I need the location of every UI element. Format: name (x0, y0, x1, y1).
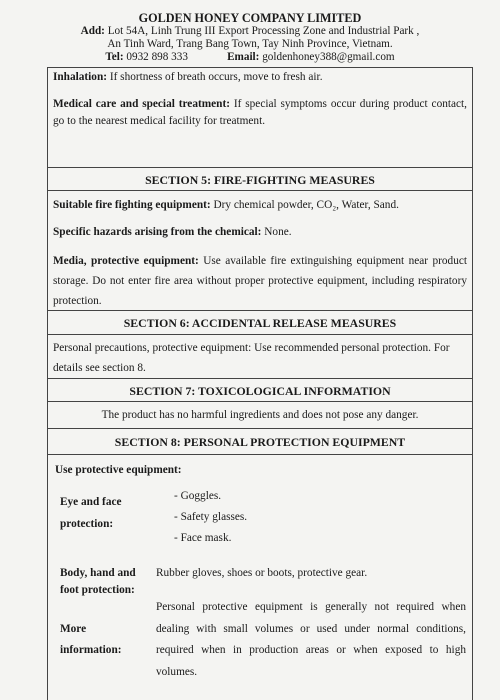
more-label-line1: More (60, 623, 87, 635)
inhalation-label: Inhalation: (53, 71, 107, 83)
inhalation-text: If shortness of breath occurs, move to fresh air. (109, 71, 323, 83)
section6-body (48, 334, 472, 378)
address-line-2: An Tinh Ward, Trang Bang Town, Tay Ninh Province, Vietnam. (107, 38, 393, 50)
section7-text: The product has no harmful ingredients and does not pose any danger. (101, 409, 419, 421)
section6-title: SECTION 6: ACCIDENTAL RELEASE MEASURES (48, 310, 472, 334)
eye-label-line1: Eye and face (60, 496, 122, 508)
tel-value: 0932 898 333 (126, 51, 188, 63)
section8-title: SECTION 8: PERSONAL PROTECTION EQUIPMENT (48, 428, 472, 455)
email-label: Email: (227, 51, 260, 63)
list-item: - Face mask. (174, 528, 247, 549)
company-name: GOLDEN HONEY COMPANY LIMITED (138, 11, 362, 25)
contact-line (0, 51, 500, 64)
media-para (53, 251, 467, 311)
tel-label: Tel: (105, 51, 124, 63)
email-value: goldenhoney388@gmail.com (262, 51, 395, 63)
section6-text: Personal precautions, protective equipment: Use recommended personal protection. For details see section 8. (53, 342, 450, 374)
medical-text: If special symptoms occur during product contact, go to the nearest medical facility for treatment. (53, 98, 467, 127)
list-item: - Safety glasses. (174, 507, 247, 528)
media-label: Media, protective equipment: (53, 255, 199, 267)
body-label-line2: foot protection: (60, 584, 135, 596)
sds-table (47, 67, 473, 700)
address-text: Lot 54A, Linh Trung III Export Processing Zone and Industrial Park , (107, 25, 420, 37)
section5-body (48, 191, 472, 310)
section8-body (48, 455, 472, 695)
hazards-para (53, 224, 467, 241)
inhalation-para (53, 69, 467, 86)
address-line-1 (0, 25, 500, 38)
first-aid-block (48, 67, 472, 167)
hazards-label: Specific hazards arising from the chemical: (53, 226, 262, 238)
body-label-line1: Body, hand and (60, 567, 136, 579)
fire-equipment-para (53, 197, 467, 214)
media-text: Use available fire extinguishing equipment near product storage. Do not enter fire area without proper protective equipment, including respiratory protection. (53, 255, 467, 307)
list-item: - Goggles. (174, 486, 247, 507)
fire-equipment-text: Dry chemical powder, CO₂, Water, Sand. (213, 199, 399, 211)
eye-protection-list (174, 486, 247, 549)
eye-label-line2: protection: (60, 518, 114, 530)
address-label: Add: (80, 25, 105, 37)
document-header (0, 0, 500, 64)
body-protection-text: Rubber gloves, shoes or boots, protective gear. (156, 567, 368, 579)
section7-title: SECTION 7: TOXICOLOGICAL INFORMATION (48, 378, 472, 402)
hazards-text: None. (264, 226, 292, 238)
use-protective-label: Use protective equipment: (55, 464, 182, 476)
medical-label: Medical care and special treatment: (53, 98, 230, 110)
medical-para (53, 96, 467, 130)
fire-equipment-label: Suitable fire fighting equipment: (53, 199, 211, 211)
more-info-text: Personal protective equipment is generally not required when dealing with small volumes or used under normal conditions, required when in production areas or when exposed to high volumes. (156, 601, 466, 678)
more-label-line2: information: (60, 644, 122, 656)
section5-title: SECTION 5: FIRE-FIGHTING MEASURES (48, 167, 472, 191)
